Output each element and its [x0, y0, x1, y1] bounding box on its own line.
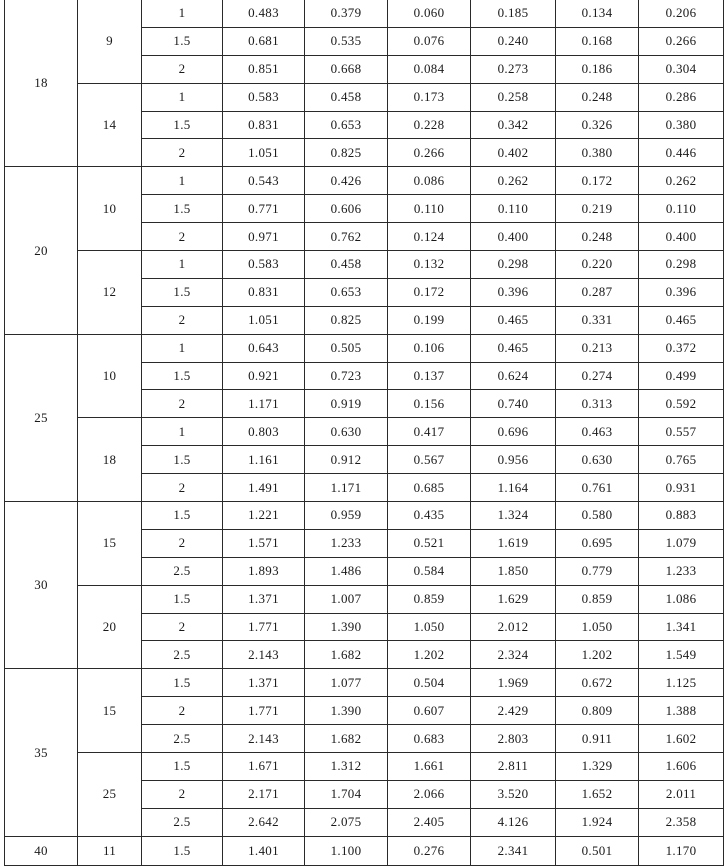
value-cell: 1.161: [223, 446, 305, 474]
subgroup-label-cell: 14: [78, 83, 142, 167]
value-cell: 0.765: [639, 446, 724, 474]
value-cell: 0.723: [305, 362, 388, 390]
value-cell: 1.571: [223, 529, 305, 557]
value-cell: 0.809: [556, 697, 639, 725]
value-cell: 1.051: [223, 139, 305, 167]
value-cell: 1.221: [223, 502, 305, 530]
value-cell: 0.266: [388, 139, 471, 167]
value-cell: 0.110: [388, 195, 471, 223]
value-cell: 1.491: [223, 474, 305, 502]
row-parameter-cell: 1.5: [142, 27, 223, 55]
value-cell: 0.458: [305, 251, 388, 279]
row-parameter-cell: 2: [142, 697, 223, 725]
subgroup-label-cell: 25: [78, 753, 142, 837]
value-cell: 0.567: [388, 446, 471, 474]
row-parameter-cell: 2: [142, 780, 223, 808]
value-cell: 0.683: [388, 725, 471, 753]
value-cell: 1.682: [305, 725, 388, 753]
value-cell: 1.171: [305, 474, 388, 502]
row-parameter-cell: 2: [142, 390, 223, 418]
value-cell: 0.372: [639, 334, 724, 362]
value-cell: 0.630: [556, 446, 639, 474]
value-cell: 1.050: [556, 613, 639, 641]
value-cell: 1.390: [305, 613, 388, 641]
value-cell: 1.549: [639, 641, 724, 669]
subgroup-label-cell: 12: [78, 251, 142, 335]
value-cell: 1.652: [556, 780, 639, 808]
value-cell: 0.911: [556, 725, 639, 753]
value-cell: 1.051: [223, 306, 305, 334]
value-cell: 0.402: [471, 139, 556, 167]
subgroup-label-cell: 15: [78, 669, 142, 753]
value-cell: 0.342: [471, 111, 556, 139]
value-cell: 0.825: [305, 306, 388, 334]
value-cell: 0.761: [556, 474, 639, 502]
value-cell: 0.326: [556, 111, 639, 139]
group-label-cell: 18: [5, 0, 78, 167]
value-cell: 0.971: [223, 223, 305, 251]
value-cell: 0.501: [556, 836, 639, 865]
value-cell: 0.110: [471, 195, 556, 223]
value-cell: 0.851: [223, 55, 305, 83]
value-cell: 0.505: [305, 334, 388, 362]
value-cell: 1.171: [223, 390, 305, 418]
row-parameter-cell: 1.5: [142, 836, 223, 865]
value-cell: 2.143: [223, 725, 305, 753]
value-cell: 2.171: [223, 780, 305, 808]
value-cell: 0.417: [388, 418, 471, 446]
value-cell: 0.583: [223, 83, 305, 111]
value-cell: 0.274: [556, 362, 639, 390]
value-cell: 1.924: [556, 808, 639, 836]
row-parameter-cell: 1.5: [142, 446, 223, 474]
table-row: [5, 251, 724, 279]
table-row: [5, 334, 724, 362]
table-row: [5, 669, 724, 697]
value-cell: 1.164: [471, 474, 556, 502]
value-cell: 0.086: [388, 167, 471, 195]
value-cell: 1.086: [639, 585, 724, 613]
row-parameter-cell: 2.5: [142, 808, 223, 836]
row-parameter-cell: 2: [142, 529, 223, 557]
value-cell: 0.592: [639, 390, 724, 418]
value-cell: 2.066: [388, 780, 471, 808]
value-cell: 1.619: [471, 529, 556, 557]
value-cell: 1.202: [556, 641, 639, 669]
value-cell: 0.859: [556, 585, 639, 613]
value-cell: 0.762: [305, 223, 388, 251]
value-cell: 1.007: [305, 585, 388, 613]
value-cell: 0.379: [305, 0, 388, 27]
group-label-cell: 30: [5, 502, 78, 669]
value-cell: 0.504: [388, 669, 471, 697]
value-cell: 0.262: [471, 167, 556, 195]
value-cell: 1.079: [639, 529, 724, 557]
row-parameter-cell: 2.5: [142, 641, 223, 669]
value-cell: 0.803: [223, 418, 305, 446]
row-parameter-cell: 1: [142, 334, 223, 362]
table-body: [5, 0, 724, 865]
value-cell: 0.400: [639, 223, 724, 251]
value-cell: 0.124: [388, 223, 471, 251]
value-cell: 2.811: [471, 753, 556, 781]
row-parameter-cell: 1.5: [142, 278, 223, 306]
value-cell: 1.704: [305, 780, 388, 808]
value-cell: 0.134: [556, 0, 639, 27]
value-cell: 0.156: [388, 390, 471, 418]
value-cell: 1.233: [305, 529, 388, 557]
subgroup-label-cell: 9: [78, 0, 142, 83]
row-parameter-cell: 1: [142, 167, 223, 195]
value-cell: 2.642: [223, 808, 305, 836]
value-cell: 0.172: [556, 167, 639, 195]
row-parameter-cell: 1: [142, 418, 223, 446]
value-cell: 0.956: [471, 446, 556, 474]
value-cell: 0.483: [223, 0, 305, 27]
value-cell: 2.011: [639, 780, 724, 808]
value-cell: 0.396: [639, 278, 724, 306]
value-cell: 0.286: [639, 83, 724, 111]
value-cell: 2.324: [471, 641, 556, 669]
value-cell: 1.771: [223, 697, 305, 725]
value-cell: 0.465: [471, 334, 556, 362]
value-cell: 0.499: [639, 362, 724, 390]
value-cell: 0.695: [556, 529, 639, 557]
table-row: [5, 418, 724, 446]
value-cell: 0.883: [639, 502, 724, 530]
value-cell: 0.106: [388, 334, 471, 362]
value-cell: 0.400: [471, 223, 556, 251]
value-cell: 0.331: [556, 306, 639, 334]
subgroup-label-cell: 10: [78, 334, 142, 418]
value-cell: 0.213: [556, 334, 639, 362]
row-parameter-cell: 1.5: [142, 669, 223, 697]
row-parameter-cell: 1.5: [142, 585, 223, 613]
value-cell: 2.429: [471, 697, 556, 725]
row-parameter-cell: 2.5: [142, 725, 223, 753]
value-cell: 1.388: [639, 697, 724, 725]
subgroup-label-cell: 15: [78, 502, 142, 586]
row-parameter-cell: 2: [142, 474, 223, 502]
value-cell: 0.173: [388, 83, 471, 111]
value-cell: 1.486: [305, 557, 388, 585]
value-cell: 0.273: [471, 55, 556, 83]
value-cell: 0.607: [388, 697, 471, 725]
value-cell: 1.312: [305, 753, 388, 781]
value-cell: 0.465: [471, 306, 556, 334]
table-row: [5, 167, 724, 195]
value-cell: 1.602: [639, 725, 724, 753]
value-cell: 1.233: [639, 557, 724, 585]
row-parameter-cell: 2: [142, 613, 223, 641]
value-cell: 0.919: [305, 390, 388, 418]
value-cell: 0.543: [223, 167, 305, 195]
value-cell: 0.771: [223, 195, 305, 223]
value-cell: 0.672: [556, 669, 639, 697]
value-cell: 0.185: [471, 0, 556, 27]
row-parameter-cell: 1.5: [142, 502, 223, 530]
value-cell: 0.248: [556, 83, 639, 111]
value-cell: 0.396: [471, 278, 556, 306]
value-cell: 0.685: [388, 474, 471, 502]
value-cell: 2.075: [305, 808, 388, 836]
value-cell: 0.060: [388, 0, 471, 27]
value-cell: 2.012: [471, 613, 556, 641]
value-cell: 0.931: [639, 474, 724, 502]
value-cell: 0.298: [471, 251, 556, 279]
subgroup-label-cell: 20: [78, 585, 142, 669]
value-cell: 1.661: [388, 753, 471, 781]
value-cell: 0.304: [639, 55, 724, 83]
row-parameter-cell: 1: [142, 251, 223, 279]
value-cell: 0.779: [556, 557, 639, 585]
value-cell: 0.219: [556, 195, 639, 223]
value-cell: 1.077: [305, 669, 388, 697]
value-cell: 0.110: [639, 195, 724, 223]
value-cell: 0.228: [388, 111, 471, 139]
value-cell: 2.358: [639, 808, 724, 836]
value-cell: 0.653: [305, 111, 388, 139]
value-cell: 0.168: [556, 27, 639, 55]
row-parameter-cell: 1.5: [142, 362, 223, 390]
group-label-cell: 40: [5, 836, 78, 865]
value-cell: 0.266: [639, 27, 724, 55]
value-cell: 0.584: [388, 557, 471, 585]
value-cell: 0.643: [223, 334, 305, 362]
value-cell: 0.831: [223, 111, 305, 139]
value-cell: 0.287: [556, 278, 639, 306]
value-cell: 0.668: [305, 55, 388, 83]
subgroup-label-cell: 11: [78, 836, 142, 865]
value-cell: 1.371: [223, 585, 305, 613]
value-cell: 0.458: [305, 83, 388, 111]
value-cell: 1.606: [639, 753, 724, 781]
row-parameter-cell: 2: [142, 306, 223, 334]
value-cell: 1.893: [223, 557, 305, 585]
value-cell: 0.557: [639, 418, 724, 446]
value-cell: 1.170: [639, 836, 724, 865]
value-cell: 0.426: [305, 167, 388, 195]
value-cell: 0.921: [223, 362, 305, 390]
value-cell: 1.329: [556, 753, 639, 781]
row-parameter-cell: 2: [142, 55, 223, 83]
value-cell: 0.137: [388, 362, 471, 390]
value-cell: 0.825: [305, 139, 388, 167]
value-cell: 0.535: [305, 27, 388, 55]
value-cell: 0.380: [639, 111, 724, 139]
value-cell: 2.341: [471, 836, 556, 865]
value-cell: 0.463: [556, 418, 639, 446]
value-cell: 0.298: [639, 251, 724, 279]
value-cell: 0.580: [556, 502, 639, 530]
value-cell: 2.405: [388, 808, 471, 836]
value-cell: 1.390: [305, 697, 388, 725]
value-cell: 0.696: [471, 418, 556, 446]
table-row: [5, 83, 724, 111]
value-cell: 0.831: [223, 278, 305, 306]
value-cell: 0.959: [305, 502, 388, 530]
value-cell: 0.465: [639, 306, 724, 334]
value-cell: 0.313: [556, 390, 639, 418]
value-cell: 0.172: [388, 278, 471, 306]
table-row: [5, 502, 724, 530]
value-cell: 0.084: [388, 55, 471, 83]
value-cell: 0.435: [388, 502, 471, 530]
value-cell: 1.050: [388, 613, 471, 641]
value-cell: 0.859: [388, 585, 471, 613]
value-cell: 0.446: [639, 139, 724, 167]
value-cell: 0.740: [471, 390, 556, 418]
value-cell: 1.401: [223, 836, 305, 865]
value-cell: 0.220: [556, 251, 639, 279]
value-cell: 0.681: [223, 27, 305, 55]
value-cell: 4.126: [471, 808, 556, 836]
value-cell: 1.671: [223, 753, 305, 781]
table-row: [5, 585, 724, 613]
value-cell: 1.771: [223, 613, 305, 641]
value-cell: 0.276: [388, 836, 471, 865]
group-label-cell: 20: [5, 167, 78, 334]
value-cell: 0.262: [639, 167, 724, 195]
table-row: [5, 0, 724, 27]
row-parameter-cell: 1: [142, 83, 223, 111]
value-cell: 0.521: [388, 529, 471, 557]
table-row: [5, 836, 724, 865]
value-cell: 0.206: [639, 0, 724, 27]
value-cell: 2.803: [471, 725, 556, 753]
value-cell: 1.100: [305, 836, 388, 865]
value-cell: 1.682: [305, 641, 388, 669]
value-cell: 1.202: [388, 641, 471, 669]
value-cell: 1.125: [639, 669, 724, 697]
value-cell: 0.186: [556, 55, 639, 83]
value-cell: 1.629: [471, 585, 556, 613]
row-parameter-cell: 1.5: [142, 195, 223, 223]
value-cell: 2.143: [223, 641, 305, 669]
value-cell: 0.240: [471, 27, 556, 55]
value-cell: 1.341: [639, 613, 724, 641]
value-cell: 0.076: [388, 27, 471, 55]
table-row: [5, 753, 724, 781]
row-parameter-cell: 2: [142, 139, 223, 167]
value-cell: 0.653: [305, 278, 388, 306]
value-cell: 0.606: [305, 195, 388, 223]
group-label-cell: 25: [5, 334, 78, 501]
value-cell: 1.371: [223, 669, 305, 697]
value-cell: 1.969: [471, 669, 556, 697]
row-parameter-cell: 2: [142, 223, 223, 251]
data-table: [4, 0, 724, 866]
value-cell: 0.380: [556, 139, 639, 167]
row-parameter-cell: 1.5: [142, 111, 223, 139]
value-cell: 0.912: [305, 446, 388, 474]
value-cell: 0.583: [223, 251, 305, 279]
value-cell: 0.258: [471, 83, 556, 111]
row-parameter-cell: 2.5: [142, 557, 223, 585]
value-cell: 0.132: [388, 251, 471, 279]
value-cell: 0.624: [471, 362, 556, 390]
row-parameter-cell: 1: [142, 0, 223, 27]
subgroup-label-cell: 10: [78, 167, 142, 251]
row-parameter-cell: 1.5: [142, 753, 223, 781]
value-cell: 0.199: [388, 306, 471, 334]
value-cell: 1.324: [471, 502, 556, 530]
value-cell: 0.630: [305, 418, 388, 446]
subgroup-label-cell: 18: [78, 418, 142, 502]
group-label-cell: 35: [5, 669, 78, 836]
value-cell: 0.248: [556, 223, 639, 251]
value-cell: 1.850: [471, 557, 556, 585]
value-cell: 3.520: [471, 780, 556, 808]
